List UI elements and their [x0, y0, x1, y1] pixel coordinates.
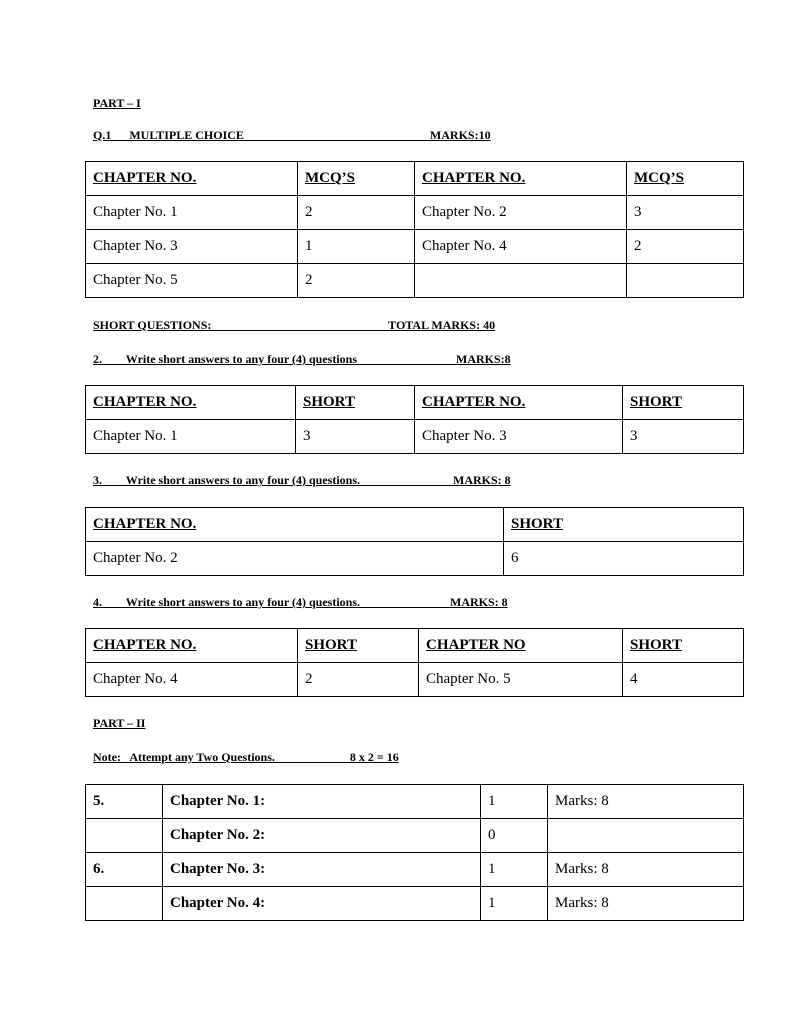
table-header-row	[86, 629, 744, 663]
table-header: CHAPTER NO.	[86, 386, 296, 420]
chapter-label: Chapter No. 2:	[163, 819, 481, 853]
table-header-row	[86, 162, 744, 196]
table-cell: Chapter No. 4	[415, 230, 627, 264]
table-header: SHORT	[298, 629, 419, 663]
table-cell: Chapter No. 2	[415, 196, 627, 230]
table-header-row	[86, 386, 744, 420]
mcq-table	[85, 161, 744, 298]
q2-table	[85, 385, 744, 454]
q3-table	[85, 507, 744, 576]
q3-heading: 3. Write short answers to any four (4) questions. MARKS: 8	[93, 473, 511, 487]
part-2-table	[85, 784, 744, 921]
chapter-label: Chapter No. 4:	[163, 887, 481, 921]
table-cell: Chapter No. 4	[86, 663, 298, 697]
table-cell: 3	[296, 420, 415, 454]
table-header: CHAPTER NO.	[86, 508, 504, 542]
table-cell: Chapter No. 1	[86, 420, 296, 454]
table-cell: 3	[627, 196, 744, 230]
chapter-label: Chapter No. 3:	[163, 853, 481, 887]
table-header: MCQ’S	[627, 162, 744, 196]
table-header: CHAPTER NO.	[86, 629, 298, 663]
table-row	[86, 196, 744, 230]
table-cell: Chapter No. 3	[415, 420, 623, 454]
table-row	[86, 663, 744, 697]
table-cell: 4	[623, 663, 744, 697]
q4-heading: 4. Write short answers to any four (4) questions. MARKS: 8	[93, 595, 508, 609]
question-number: 6.	[86, 853, 163, 887]
table-row	[86, 542, 744, 576]
table-cell: 1	[481, 785, 548, 819]
question-number	[86, 819, 163, 853]
table-cell: 6	[504, 542, 744, 576]
marks-cell: Marks: 8	[548, 785, 744, 819]
table-cell: Chapter No. 5	[419, 663, 623, 697]
table-header: CHAPTER NO	[419, 629, 623, 663]
table-row	[86, 853, 744, 887]
table-cell: 3	[623, 420, 744, 454]
table-row	[86, 785, 744, 819]
question-number: 5.	[86, 785, 163, 819]
table-row	[86, 420, 744, 454]
table-cell: 1	[481, 887, 548, 921]
table-header: SHORT	[623, 386, 744, 420]
short-questions-heading: SHORT QUESTIONS: TOTAL MARKS: 40	[93, 318, 496, 332]
table-row	[86, 887, 744, 921]
part-2-note: Note: Attempt any Two Questions. 8 x 2 = 16	[93, 750, 399, 764]
q2-heading: 2. Write short answers to any four (4) questions MARKS:8	[93, 352, 511, 366]
table-cell: 1	[298, 230, 415, 264]
table-cell: 2	[298, 264, 415, 298]
table-cell: Chapter No. 5	[86, 264, 298, 298]
table-cell: Chapter No. 2	[86, 542, 504, 576]
marks-cell	[548, 819, 744, 853]
table-header: MCQ’S	[298, 162, 415, 196]
marks-cell: Marks: 8	[548, 887, 744, 921]
table-cell: 0	[481, 819, 548, 853]
table-header: CHAPTER NO.	[415, 162, 627, 196]
part-1-title: PART – I	[93, 96, 141, 110]
table-cell: 1	[481, 853, 548, 887]
table-header: SHORT	[623, 629, 744, 663]
q4-table	[85, 628, 744, 697]
table-header: SHORT	[504, 508, 744, 542]
table-cell: Chapter No. 1	[86, 196, 298, 230]
table-cell	[415, 264, 627, 298]
table-cell: 2	[627, 230, 744, 264]
table-header: CHAPTER NO.	[415, 386, 623, 420]
table-cell	[627, 264, 744, 298]
table-cell: Chapter No. 3	[86, 230, 298, 264]
table-header-row	[86, 508, 744, 542]
table-header: CHAPTER NO.	[86, 162, 298, 196]
q1-heading: Q.1 MULTIPLE CHOICE MARKS:10	[93, 128, 491, 142]
table-row	[86, 819, 744, 853]
part-2-title: PART – II	[93, 716, 146, 730]
chapter-label: Chapter No. 1:	[163, 785, 481, 819]
table-row	[86, 264, 744, 298]
table-header: SHORT	[296, 386, 415, 420]
question-number	[86, 887, 163, 921]
table-cell: 2	[298, 196, 415, 230]
table-row	[86, 230, 744, 264]
marks-cell: Marks: 8	[548, 853, 744, 887]
table-cell: 2	[298, 663, 419, 697]
